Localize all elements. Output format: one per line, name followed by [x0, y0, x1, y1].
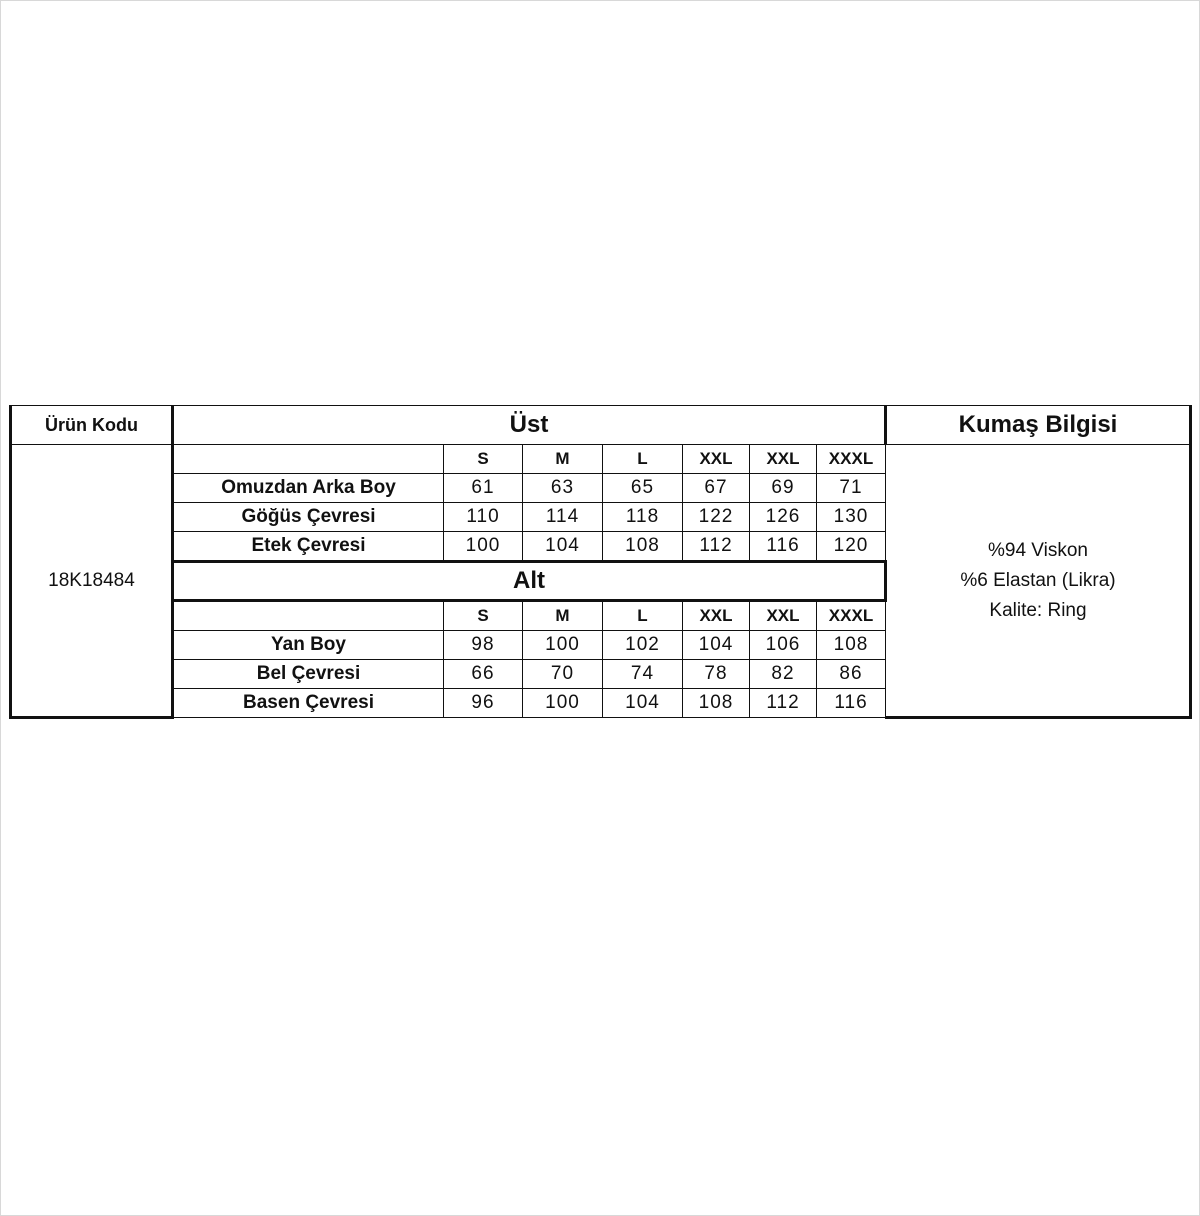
- fabric-line: Kalite: Ring: [989, 599, 1087, 621]
- cell: 110: [444, 503, 523, 532]
- size-header: XXXL: [817, 601, 886, 631]
- row-label: Yan Boy: [173, 631, 444, 660]
- cell: 66: [444, 660, 523, 689]
- cell: 65: [603, 474, 683, 503]
- size-header: L: [603, 601, 683, 631]
- cell: 130: [817, 503, 886, 532]
- header-kumas-bilgisi: Kumaş Bilgisi: [886, 406, 1191, 445]
- cell: 112: [750, 689, 817, 718]
- size-header: XXL: [750, 445, 817, 474]
- size-header: M: [523, 601, 603, 631]
- cell: 70: [523, 660, 603, 689]
- cell: 108: [683, 689, 750, 718]
- cell: 104: [683, 631, 750, 660]
- row-label: Etek Çevresi: [173, 532, 444, 562]
- ust-size-row: [11, 445, 1191, 474]
- size-header: XXXL: [817, 445, 886, 474]
- cell: 61: [444, 474, 523, 503]
- size-header: XXL: [750, 601, 817, 631]
- size-header: L: [603, 445, 683, 474]
- ust-size-label-cell: [173, 445, 444, 474]
- cell: 126: [750, 503, 817, 532]
- cell: 67: [683, 474, 750, 503]
- size-header: S: [444, 601, 523, 631]
- row-label: Omuzdan Arka Boy: [173, 474, 444, 503]
- size-header: S: [444, 445, 523, 474]
- fabric-line: %6 Elastan (Likra): [960, 569, 1116, 591]
- cell: 78: [683, 660, 750, 689]
- cell: 98: [444, 631, 523, 660]
- cell: 63: [523, 474, 603, 503]
- alt-size-label-cell: [173, 601, 444, 631]
- cell: 112: [683, 532, 750, 562]
- cell: 100: [523, 631, 603, 660]
- cell: 69: [750, 474, 817, 503]
- row-label: Bel Çevresi: [173, 660, 444, 689]
- cell: 116: [750, 532, 817, 562]
- cell: 118: [603, 503, 683, 532]
- cell: 102: [603, 631, 683, 660]
- cell: 108: [603, 532, 683, 562]
- cell: 108: [817, 631, 886, 660]
- cell: 74: [603, 660, 683, 689]
- size-header: XXL: [683, 601, 750, 631]
- size-header: M: [523, 445, 603, 474]
- cell: 86: [817, 660, 886, 689]
- product-code: 18K18484: [11, 445, 173, 718]
- size-header: XXL: [683, 445, 750, 474]
- cell: 104: [523, 532, 603, 562]
- cell: 104: [603, 689, 683, 718]
- cell: 122: [683, 503, 750, 532]
- cell: 82: [750, 660, 817, 689]
- size-chart-table: [9, 405, 1192, 719]
- header-ust: Üst: [173, 406, 886, 445]
- cell: 100: [523, 689, 603, 718]
- row-label: Göğüs Çevresi: [173, 503, 444, 532]
- fabric-line: %94 Viskon: [988, 539, 1088, 561]
- header-alt: Alt: [173, 562, 886, 601]
- cell: 114: [523, 503, 603, 532]
- cell: 106: [750, 631, 817, 660]
- row-label: Basen Çevresi: [173, 689, 444, 718]
- cell: 100: [444, 532, 523, 562]
- cell: 96: [444, 689, 523, 718]
- cell: 116: [817, 689, 886, 718]
- cell: 120: [817, 532, 886, 562]
- fabric-info: [886, 445, 1191, 718]
- header-urun-kodu: Ürün Kodu: [11, 406, 173, 445]
- cell: 71: [817, 474, 886, 503]
- header-row: [11, 406, 1191, 445]
